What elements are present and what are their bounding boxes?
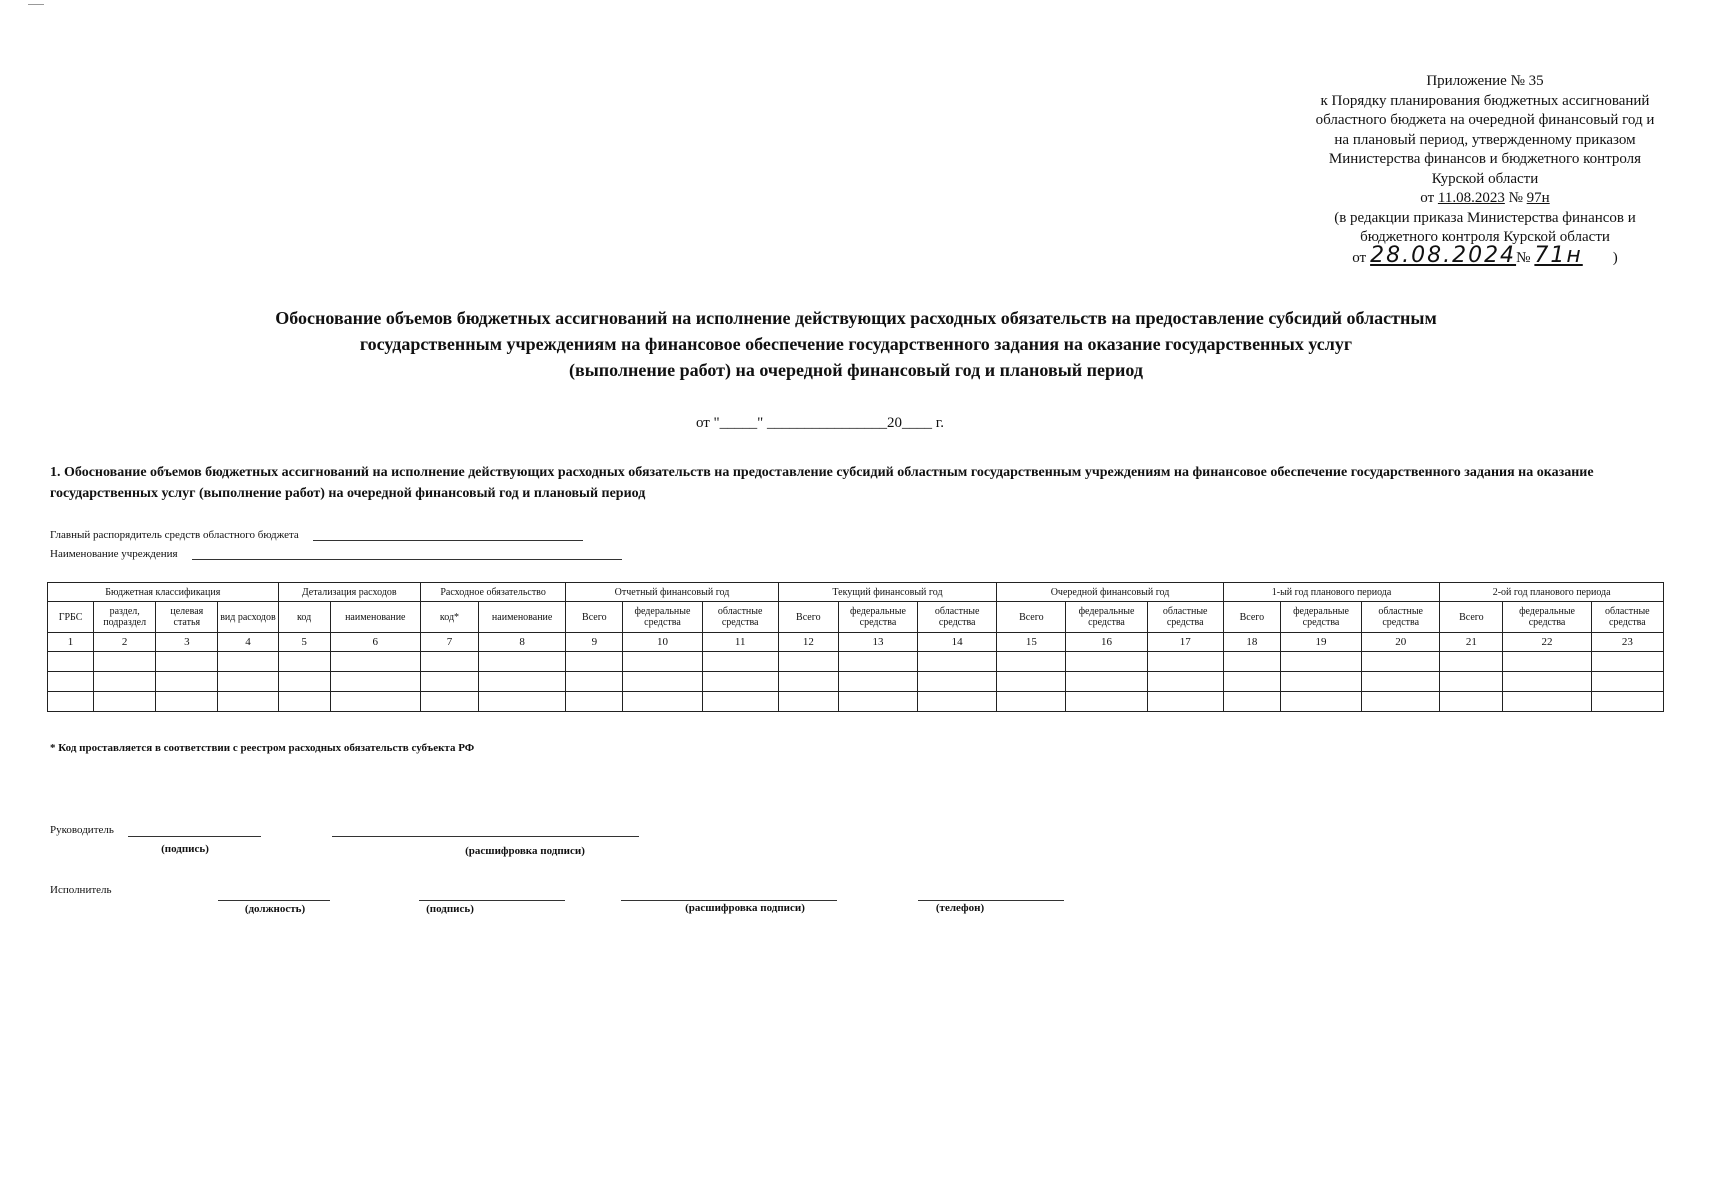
table-cell[interactable]	[218, 692, 278, 712]
executor-signature-caption: (подпись)	[426, 903, 474, 915]
order-date: 11.08.2023	[1437, 190, 1505, 206]
column-number-cell: 9	[566, 633, 623, 652]
table-cell[interactable]	[838, 692, 917, 712]
executor-decode-line[interactable]	[621, 900, 837, 901]
table-cell[interactable]	[1440, 672, 1503, 692]
subheader-section: раздел, подраздел	[94, 602, 156, 633]
table-cell[interactable]	[48, 672, 94, 692]
table-cell[interactable]	[48, 652, 94, 672]
appendix-line: Курской области	[1431, 170, 1539, 187]
table-cell[interactable]	[1223, 652, 1280, 672]
executor-position-line[interactable]	[218, 900, 330, 901]
table-cell[interactable]	[1280, 652, 1361, 672]
table-cell[interactable]	[1503, 692, 1591, 712]
table-cell[interactable]	[1591, 692, 1663, 712]
table-cell[interactable]	[48, 692, 94, 712]
table-cell[interactable]	[566, 692, 623, 712]
appendix-line: Министерства финансов и бюджетного контроля	[1328, 151, 1642, 167]
table-cell[interactable]	[1591, 652, 1663, 672]
table-cell[interactable]	[918, 692, 997, 712]
grbs-label: Главный распорядитель средств областного бюджета	[50, 529, 299, 541]
column-number-cell: 8	[479, 633, 566, 652]
table-cell[interactable]	[94, 672, 156, 692]
subheader-total: Всего	[778, 602, 838, 633]
table-cell[interactable]	[479, 652, 566, 672]
edition-from: от	[1352, 249, 1367, 266]
edition-close: )	[1612, 249, 1618, 266]
subheader-name: наименование	[330, 602, 420, 633]
appendix-line: на плановый период, утвержденному приказом	[1334, 131, 1636, 148]
column-number-cell: 10	[623, 633, 702, 652]
table-group-header-row	[48, 583, 1664, 602]
institution-field	[50, 547, 622, 560]
table-cell[interactable]	[420, 652, 478, 672]
column-number-cell: 23	[1591, 633, 1663, 652]
table-cell[interactable]	[997, 652, 1066, 672]
table-cell[interactable]	[94, 652, 156, 672]
subheader-grbs: ГРБС	[48, 602, 94, 633]
table-cell[interactable]	[778, 672, 838, 692]
table-cell[interactable]	[218, 672, 278, 692]
column-number-cell: 22	[1503, 633, 1591, 652]
header-plan-year-1: 1-ый год планового периода	[1223, 583, 1440, 602]
document-date-line: от "_____" ________________20____ г.	[695, 415, 945, 431]
order-number: 97н	[1526, 190, 1550, 206]
table-cell[interactable]	[330, 672, 420, 692]
column-number-cell: 15	[997, 633, 1066, 652]
table-row	[48, 692, 1664, 712]
subheader-total: Всего	[566, 602, 623, 633]
subheader-article: целевая статья	[156, 602, 218, 633]
table-cell[interactable]	[623, 672, 702, 692]
table-cell[interactable]	[1066, 672, 1147, 692]
table-cell[interactable]	[1362, 652, 1440, 672]
table-cell[interactable]	[1147, 672, 1223, 692]
table-cell[interactable]	[156, 672, 218, 692]
executor-signature-line[interactable]	[419, 900, 565, 901]
head-decode-caption: (расшифровка подписи)	[465, 845, 585, 857]
column-number-cell: 3	[156, 633, 218, 652]
executor-phone-caption: (телефон)	[935, 902, 985, 914]
header-current-year: Текущий финансовый год	[778, 583, 997, 602]
table-cell[interactable]	[838, 652, 917, 672]
order-from: от	[1420, 190, 1438, 206]
table-cell[interactable]	[838, 672, 917, 692]
subheader-code: код	[278, 602, 330, 633]
table-cell[interactable]	[1440, 692, 1503, 712]
table-cell[interactable]	[1147, 692, 1223, 712]
subheader-regional: областные средства	[918, 602, 997, 633]
appendix-line: к Порядку планирования бюджетных ассигнований	[1320, 92, 1650, 109]
edition-reference	[1285, 242, 1685, 269]
subheader-federal: федеральные средства	[1280, 602, 1361, 633]
table-cell[interactable]	[1503, 652, 1591, 672]
table-cell[interactable]	[420, 672, 478, 692]
column-number-cell: 12	[778, 633, 838, 652]
column-number-cell: 18	[1223, 633, 1280, 652]
column-number-cell: 11	[702, 633, 778, 652]
table-cell[interactable]	[479, 692, 566, 712]
executor-label: Исполнитель	[50, 884, 112, 896]
head-label: Руководитель	[50, 824, 114, 836]
grbs-input-line[interactable]	[313, 528, 583, 541]
table-cell[interactable]	[1223, 672, 1280, 692]
title-line: (выполнение работ) на очередной финансовый год и плановый период	[569, 360, 1143, 380]
table-cell[interactable]	[1066, 652, 1147, 672]
column-number-cell: 4	[218, 633, 278, 652]
title-line: Обоснование объемов бюджетных ассигнований на исполнение действующих расходных обязательств на предоставление субсидий областным	[275, 308, 1437, 328]
table-row	[48, 652, 1664, 672]
subheader-total: Всего	[1223, 602, 1280, 633]
edition-line: (в редакции приказа Министерства финансов и	[1334, 209, 1636, 226]
column-number-cell: 1	[48, 633, 94, 652]
edition-date-handwritten: 28.08.2024	[1370, 242, 1517, 268]
order-reference	[1285, 189, 1685, 209]
subheader-regional: областные средства	[1362, 602, 1440, 633]
institution-label: Наименование учреждения	[50, 548, 178, 560]
column-number-cell: 7	[420, 633, 478, 652]
table-cell[interactable]	[218, 652, 278, 672]
table-cell[interactable]	[566, 652, 623, 672]
column-number-cell: 14	[918, 633, 997, 652]
table-cell[interactable]	[702, 672, 778, 692]
table-cell[interactable]	[997, 672, 1066, 692]
table-cell[interactable]	[997, 692, 1066, 712]
table-cell[interactable]	[778, 692, 838, 712]
table-cell[interactable]	[1503, 672, 1591, 692]
head-signature-caption: (подпись)	[161, 843, 209, 855]
column-number-cell: 13	[838, 633, 917, 652]
head-decode-line[interactable]	[332, 836, 639, 837]
table-cell[interactable]	[1280, 672, 1361, 692]
table-subheader-row	[48, 602, 1664, 633]
table-cell[interactable]	[702, 652, 778, 672]
table-cell[interactable]	[278, 672, 330, 692]
subheader-federal: федеральные средства	[1503, 602, 1591, 633]
table-cell[interactable]	[1066, 692, 1147, 712]
table-row	[48, 672, 1664, 692]
table-cell[interactable]	[1591, 672, 1663, 692]
table-cell[interactable]	[1280, 692, 1361, 712]
subheader-obligation-name: наименование	[479, 602, 566, 633]
table-number-row	[48, 633, 1664, 652]
header-next-year: Очередной финансовый год	[997, 583, 1224, 602]
executor-decode-caption: (расшифровка подписи)	[685, 902, 805, 914]
subheader-regional: областные средства	[1591, 602, 1663, 633]
column-number-cell: 6	[330, 633, 420, 652]
subheader-regional: областные средства	[1147, 602, 1223, 633]
table-cell[interactable]	[918, 672, 997, 692]
edition-number-handwritten: 71н	[1534, 242, 1583, 268]
header-budget-classification: Бюджетная классификация	[48, 583, 279, 602]
table-cell[interactable]	[1223, 692, 1280, 712]
subheader-obligation-code: код*	[420, 602, 478, 633]
table-cell[interactable]	[330, 692, 420, 712]
appendix-number: Приложение № 35	[1426, 73, 1544, 89]
table-cell[interactable]	[566, 672, 623, 692]
table-cell[interactable]	[1362, 692, 1440, 712]
table-cell[interactable]	[1440, 652, 1503, 672]
edition-no-sign: №	[1516, 249, 1531, 266]
header-obligation: Расходное обязательство	[420, 583, 565, 602]
table-cell[interactable]	[278, 652, 330, 672]
table-cell[interactable]	[623, 692, 702, 712]
table-cell[interactable]	[623, 652, 702, 672]
executor-position-caption: (должность)	[244, 903, 306, 915]
title-line: государственным учреждениям на финансовое обеспечение государственного задания на оказание государственных услуг	[359, 334, 1353, 354]
table-cell[interactable]	[94, 692, 156, 712]
institution-input-line[interactable]	[192, 547, 622, 560]
column-number-cell: 16	[1066, 633, 1147, 652]
column-number-cell: 19	[1280, 633, 1361, 652]
table-cell[interactable]	[278, 692, 330, 712]
edition-line: бюджетного контроля Курской области	[1360, 229, 1610, 245]
header-expense-detail: Детализация расходов	[278, 583, 420, 602]
executor-phone-line[interactable]	[918, 900, 1064, 901]
column-number-cell: 5	[278, 633, 330, 652]
column-number-cell: 17	[1147, 633, 1223, 652]
subheader-federal: федеральные средства	[838, 602, 917, 633]
document-title	[150, 305, 1562, 383]
section-heading: 1. Обоснование объемов бюджетных ассигнований на исполнение действующих расходных обязательств на предоставление субсидий областным государственным учреждениям на финансовое обеспечение государственного задания на оказание государственных услуг (выполнение работ) на очередной финансовый год и плановый период	[50, 465, 1594, 501]
subheader-total: Всего	[1440, 602, 1503, 633]
table-cell[interactable]	[918, 652, 997, 672]
table-cell[interactable]	[156, 652, 218, 672]
subheader-expense-type: вид расходов	[218, 602, 278, 633]
order-no-prefix: №	[1504, 190, 1527, 206]
table-cell[interactable]	[479, 672, 566, 692]
budget-table	[47, 582, 1664, 712]
table-cell[interactable]	[156, 692, 218, 712]
table-cell[interactable]	[420, 692, 478, 712]
subheader-regional: областные средства	[702, 602, 778, 633]
column-number-cell: 21	[1440, 633, 1503, 652]
column-number-cell: 2	[94, 633, 156, 652]
table-cell[interactable]	[330, 652, 420, 672]
corner-mark	[28, 4, 44, 5]
grbs-field	[50, 528, 583, 541]
table-cell[interactable]	[778, 652, 838, 672]
table-cell[interactable]	[1147, 652, 1223, 672]
appendix-line: областного бюджета на очередной финансовый год и	[1315, 112, 1655, 128]
subheader-federal: федеральные средства	[1066, 602, 1147, 633]
header-report-year: Отчетный финансовый год	[566, 583, 779, 602]
header-plan-year-2: 2-ой год планового периода	[1440, 583, 1664, 602]
subheader-federal: федеральные средства	[623, 602, 702, 633]
head-signature-line[interactable]	[128, 836, 261, 837]
table-cell[interactable]	[1362, 672, 1440, 692]
footnote: * Код проставляется в соответствии с реестром расходных обязательств субъекта РФ	[50, 742, 475, 754]
subheader-total: Всего	[997, 602, 1066, 633]
appendix-header	[1285, 72, 1685, 268]
table-cell[interactable]	[702, 692, 778, 712]
column-number-cell: 20	[1362, 633, 1440, 652]
